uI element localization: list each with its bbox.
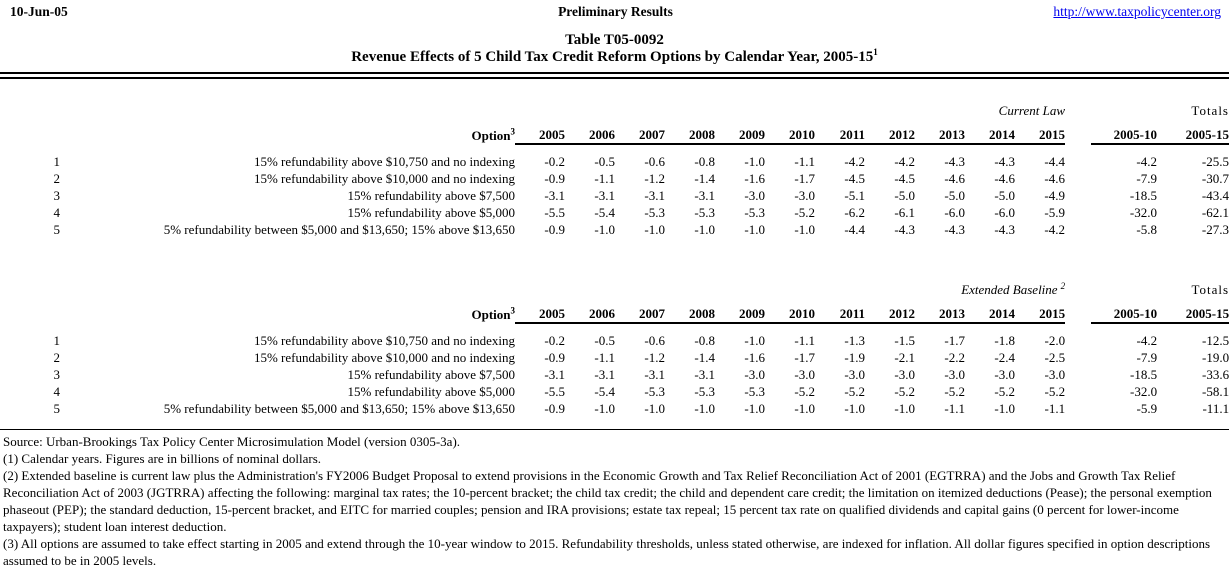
footnote-3: (3) All options are assumed to take effect starting in 2005 and extend through the 10-year window to 2015. Refundability thresholds, unless stated otherwise, are indexed for inflation. All dollar figures specified in option descriptions assumed to be in 2005 levels. (3, 536, 1211, 568)
total-value-cell: -5.8 (1136, 222, 1157, 237)
option-number: 1 (53, 154, 60, 169)
total-value-cell: -18.5 (1129, 367, 1158, 382)
value-cell: -4.3 (894, 222, 915, 237)
value-cell: -5.2 (794, 384, 815, 399)
total-value-cell: -25.5 (1201, 154, 1229, 169)
total-value-cell: -62.1 (1201, 205, 1229, 220)
option-number: 4 (53, 384, 60, 399)
total-value-cell: -7.9 (1136, 171, 1157, 186)
value-cell: -4.5 (894, 171, 915, 186)
value-cell: -5.0 (994, 188, 1015, 203)
table-row (0, 221, 1229, 238)
value-cell: -3.1 (694, 188, 715, 203)
value-cell: -4.3 (944, 154, 965, 169)
value-cell: -1.6 (744, 171, 765, 186)
value-cell: -1.1 (594, 350, 615, 365)
option-description: 5% refundability between $5,000 and $13,650; 15% above $13,650 (163, 222, 515, 237)
page-header (0, 0, 1229, 20)
value-cell: -3.0 (844, 367, 865, 382)
option-description: 15% refundability above $10,000 and no indexing (253, 171, 515, 186)
total-value-cell: -32.0 (1129, 384, 1158, 399)
total-value-cell: -12.5 (1201, 333, 1229, 348)
option-number: 1 (53, 333, 60, 348)
year-column-header: 2013 (915, 119, 965, 144)
value-cell: -1.1 (594, 171, 615, 186)
value-cell: -6.2 (844, 205, 865, 220)
value-cell: -0.9 (544, 350, 565, 365)
value-cell: -0.2 (544, 154, 565, 169)
value-cell: -5.4 (594, 384, 615, 399)
table-row (0, 400, 1229, 417)
taxpolicycenter-link[interactable]: http://www.taxpolicycenter.org (1053, 4, 1221, 19)
value-cell: -2.1 (894, 350, 915, 365)
column-header-row (0, 298, 1229, 323)
total-column-header: 2005-15 (1157, 298, 1229, 323)
value-cell: -1.0 (744, 333, 765, 348)
value-cell: -4.4 (844, 222, 865, 237)
section-header-row (0, 93, 1229, 119)
option-description: 15% refundability above $10,750 and no indexing (253, 333, 515, 348)
year-column-header: 2015 (1015, 298, 1065, 323)
extended-baseline-table (0, 272, 1229, 417)
option-footnote-marker: 3 (510, 126, 515, 137)
value-cell: -3.0 (794, 188, 815, 203)
value-cell: -1.2 (644, 171, 665, 186)
year-column-header: 2009 (715, 119, 765, 144)
table-row (0, 144, 1229, 170)
value-cell: -1.7 (794, 350, 815, 365)
option-column-header: Option$^3$ (471, 126, 515, 143)
value-cell: -5.2 (794, 205, 815, 220)
gap-cell (1065, 323, 1091, 349)
option-description: 15% refundability above $10,000 and no indexing (253, 350, 515, 365)
value-cell: -4.3 (994, 222, 1015, 237)
option-number: 5 (53, 222, 60, 237)
value-cell: -5.2 (994, 384, 1015, 399)
value-cell: -2.2 (944, 350, 965, 365)
value-cell: -4.6 (1044, 171, 1065, 186)
value-cell: -3.1 (594, 188, 615, 203)
value-cell: -3.0 (744, 188, 765, 203)
value-cell: -0.6 (644, 333, 665, 348)
value-cell: -5.3 (694, 205, 715, 220)
year-column-header: 2013 (915, 298, 965, 323)
option-number: 2 (53, 350, 60, 365)
year-column-header: 2008 (665, 298, 715, 323)
value-cell: -1.1 (794, 154, 815, 169)
total-column-header: 2005-15 (1157, 119, 1229, 144)
value-cell: -5.0 (894, 188, 915, 203)
value-cell: -3.0 (994, 367, 1015, 382)
value-cell: -1.0 (744, 222, 765, 237)
gap-cell (1065, 272, 1091, 298)
value-cell: -5.2 (1044, 384, 1066, 399)
gap-cell (1065, 221, 1091, 238)
gap-cell (1065, 144, 1091, 170)
table-row (0, 204, 1229, 221)
year-column-header: 2011 (815, 298, 865, 323)
table-row (0, 366, 1229, 383)
table-row (0, 349, 1229, 366)
value-cell: -1.4 (694, 350, 715, 365)
value-cell: -5.2 (894, 384, 915, 399)
value-cell: -1.0 (694, 222, 715, 237)
section-title: Extended Baseline $^2$ (961, 280, 1066, 297)
section-header-row (0, 272, 1229, 298)
total-value-cell: -7.9 (1136, 350, 1158, 365)
value-cell: -0.5 (594, 154, 615, 169)
title-divider (0, 72, 1229, 79)
value-cell: -5.5 (544, 205, 565, 220)
value-cell: -5.3 (744, 384, 765, 399)
total-value-cell: -11.1 (1202, 401, 1229, 416)
option-number: 5 (53, 401, 60, 416)
footer-divider (0, 429, 1229, 430)
value-cell: -2.4 (994, 350, 1015, 365)
value-cell: -0.9 (544, 171, 565, 186)
source-note: Source: Urban-Brookings Tax Policy Center Microsimulation Model (version 0305-3a). (3, 434, 461, 449)
option-description: 15% refundability above $5,000 (347, 384, 515, 399)
value-cell: -4.3 (944, 222, 965, 237)
value-cell: -1.0 (644, 401, 665, 416)
year-column-header: 2010 (765, 119, 815, 144)
value-cell: -3.1 (644, 367, 665, 382)
value-cell: -3.1 (644, 188, 665, 203)
value-cell: -1.0 (844, 401, 865, 416)
gap-cell (1065, 298, 1091, 323)
total-column-header: 2005-10 (1091, 119, 1157, 144)
value-cell: -1.1 (944, 401, 965, 416)
value-cell: -5.4 (594, 205, 615, 220)
gap-cell (1065, 400, 1091, 417)
value-cell: -5.3 (644, 205, 665, 220)
value-cell: -3.1 (694, 367, 715, 382)
total-value-cell: -4.2 (1136, 154, 1157, 169)
value-cell: -1.2 (644, 350, 665, 365)
value-cell: -6.1 (894, 205, 915, 220)
value-cell: -1.1 (794, 333, 815, 348)
value-cell: -1.0 (994, 401, 1015, 416)
value-cell: -3.1 (544, 188, 565, 203)
table-row (0, 323, 1229, 349)
value-cell: -1.3 (844, 333, 865, 348)
year-column-header: 2015 (1015, 119, 1065, 144)
year-column-header: 2014 (965, 119, 1015, 144)
value-cell: -0.6 (644, 154, 665, 169)
value-cell: -2.5 (1044, 350, 1066, 365)
option-description: 5% refundability between $5,000 and $13,650; 15% above $13,650 (163, 401, 515, 416)
table-row (0, 187, 1229, 204)
value-cell: -3.0 (1044, 367, 1066, 382)
value-cell: -1.4 (694, 171, 715, 186)
value-cell: -5.1 (844, 188, 865, 203)
value-cell: -1.0 (594, 222, 615, 237)
totals-label: Totals (1191, 282, 1229, 297)
gap-cell (1065, 204, 1091, 221)
total-column-header: 2005-10 (1091, 298, 1157, 323)
value-cell: -1.0 (794, 401, 815, 416)
value-cell: -4.4 (1044, 154, 1065, 169)
value-cell: -3.0 (944, 367, 965, 382)
gap-cell (1065, 119, 1091, 144)
option-column-header: Option$^3$ (471, 305, 515, 322)
value-cell: -4.9 (1044, 188, 1065, 203)
value-cell: -5.2 (944, 384, 965, 399)
total-value-cell: -43.4 (1201, 188, 1229, 203)
gap-cell (1065, 366, 1091, 383)
option-description: 15% refundability above $7,500 (347, 367, 515, 382)
section-footnote-marker: 2 (1060, 280, 1066, 291)
preliminary-results-label: Preliminary Results (558, 4, 673, 19)
value-cell: -0.9 (544, 401, 565, 416)
value-cell: -1.0 (694, 401, 715, 416)
option-number: 4 (53, 205, 60, 220)
value-cell: -4.6 (994, 171, 1015, 186)
gap-cell (1065, 93, 1091, 119)
table-subtitle: Revenue Effects of 5 Child Tax Credit Reform Options by Calendar Year, $2005-15^1$ (351, 47, 878, 65)
year-column-header: 2005 (515, 298, 565, 323)
value-cell: -3.1 (594, 367, 615, 382)
section-title: Current Law (998, 103, 1065, 118)
value-cell: -1.0 (894, 401, 915, 416)
value-cell: -4.2 (844, 154, 865, 169)
total-value-cell: -5.9 (1136, 401, 1158, 416)
value-cell: -3.0 (744, 367, 765, 382)
total-value-cell: -32.0 (1129, 205, 1157, 220)
total-value-cell: -27.3 (1201, 222, 1229, 237)
value-cell: -0.8 (694, 154, 715, 169)
option-footnote-marker: 3 (510, 305, 515, 316)
value-cell: -1.6 (744, 350, 765, 365)
year-column-header: 2007 (615, 119, 665, 144)
total-value-cell: -33.6 (1201, 367, 1229, 382)
year-column-header: 2007 (615, 298, 665, 323)
value-cell: -5.3 (694, 384, 715, 399)
value-cell: -4.2 (1044, 222, 1065, 237)
option-number: 2 (53, 171, 60, 186)
value-cell: -3.0 (894, 367, 915, 382)
total-value-cell: -4.2 (1136, 333, 1158, 348)
value-cell: -5.2 (844, 384, 865, 399)
report-date: 10-Jun-05 (10, 4, 68, 19)
year-column-header: 2006 (565, 119, 615, 144)
value-cell: -1.0 (794, 222, 815, 237)
gap-cell (1065, 187, 1091, 204)
value-cell: -4.3 (994, 154, 1015, 169)
table-number: Table T05-0092 (565, 32, 664, 48)
value-cell: -5.5 (544, 384, 565, 399)
total-value-cell: -18.5 (1129, 188, 1157, 203)
value-cell: -4.6 (944, 171, 965, 186)
value-cell: -1.7 (794, 171, 815, 186)
value-cell: -4.5 (844, 171, 865, 186)
footnote-2: (2) Extended baseline is current law plus the Administration's FY2006 Budget Proposal to extend provisions in the Economic Growth and Tax Relief Reconciliation Act of 2001 (EGTRRA) and the Jobs and Growth Tax Relief Reconciliation Act of 2003 (JGTRRA) affecting the following: marginal tax rates; the 10-percent bracket; the child tax credit; the child and dependent care credit; the limitation on itemized deductions (Pease); the personal exemption phaseout (PEP); the standard deduction, 15-percent bracket, and EITC for married couples; pension and IRA provisions; estate tax repeal; 15 percent tax rate on qualified dividends and capital gains (0 percent for lower-income taxpayers); student loan interest deduction. (3, 468, 1212, 534)
value-cell: -5.3 (744, 205, 765, 220)
value-cell: -5.9 (1044, 205, 1065, 220)
gap-cell (1065, 170, 1091, 187)
footnote-1: (1) Calendar years. Figures are in billions of nominal dollars. (3, 451, 322, 466)
value-cell: -1.9 (844, 350, 865, 365)
value-cell: -0.2 (544, 333, 565, 348)
table-row (0, 383, 1229, 400)
option-description: 15% refundability above $7,500 (347, 188, 515, 203)
totals-label: Totals (1191, 103, 1229, 118)
value-cell: -1.1 (1044, 401, 1066, 416)
current-law-table (0, 93, 1229, 238)
option-number: 3 (53, 367, 60, 382)
year-column-header: 2006 (565, 298, 615, 323)
footnote-1-marker: 1 (873, 47, 878, 57)
gap-cell (1065, 383, 1091, 400)
value-cell: -1.8 (994, 333, 1015, 348)
total-value-cell: -58.1 (1201, 384, 1229, 399)
value-cell: -1.0 (594, 401, 615, 416)
value-cell: -1.0 (744, 401, 765, 416)
value-cell: -1.0 (744, 154, 765, 169)
value-cell: -5.0 (944, 188, 965, 203)
year-column-header: 2005 (515, 119, 565, 144)
value-cell: -1.7 (944, 333, 965, 348)
option-number: 3 (53, 188, 60, 203)
total-value-cell: -30.7 (1201, 171, 1229, 186)
value-cell: -0.5 (594, 333, 615, 348)
year-column-header: 2012 (865, 119, 915, 144)
year-column-header: 2012 (865, 298, 915, 323)
year-column-header: 2010 (765, 298, 815, 323)
value-cell: -3.1 (544, 367, 565, 382)
option-description: 15% refundability above $10,750 and no indexing (253, 154, 515, 169)
year-column-header: 2009 (715, 298, 765, 323)
value-cell: -1.0 (644, 222, 665, 237)
option-description: 15% refundability above $5,000 (347, 205, 515, 220)
gap-cell (1065, 349, 1091, 366)
year-column-header: 2014 (965, 298, 1015, 323)
value-cell: -2.0 (1044, 333, 1066, 348)
value-cell: -5.3 (644, 384, 665, 399)
value-cell: -4.2 (894, 154, 915, 169)
table-title (0, 32, 1229, 66)
value-cell: -6.0 (944, 205, 965, 220)
table-row (0, 170, 1229, 187)
value-cell: -0.9 (544, 222, 565, 237)
year-column-header: 2011 (815, 119, 865, 144)
value-cell: -1.5 (894, 333, 915, 348)
value-cell: -6.0 (994, 205, 1015, 220)
value-cell: -3.0 (794, 367, 815, 382)
year-column-header: 2008 (665, 119, 715, 144)
total-value-cell: -19.0 (1201, 350, 1229, 365)
value-cell: -0.8 (694, 333, 715, 348)
column-header-row (0, 119, 1229, 144)
